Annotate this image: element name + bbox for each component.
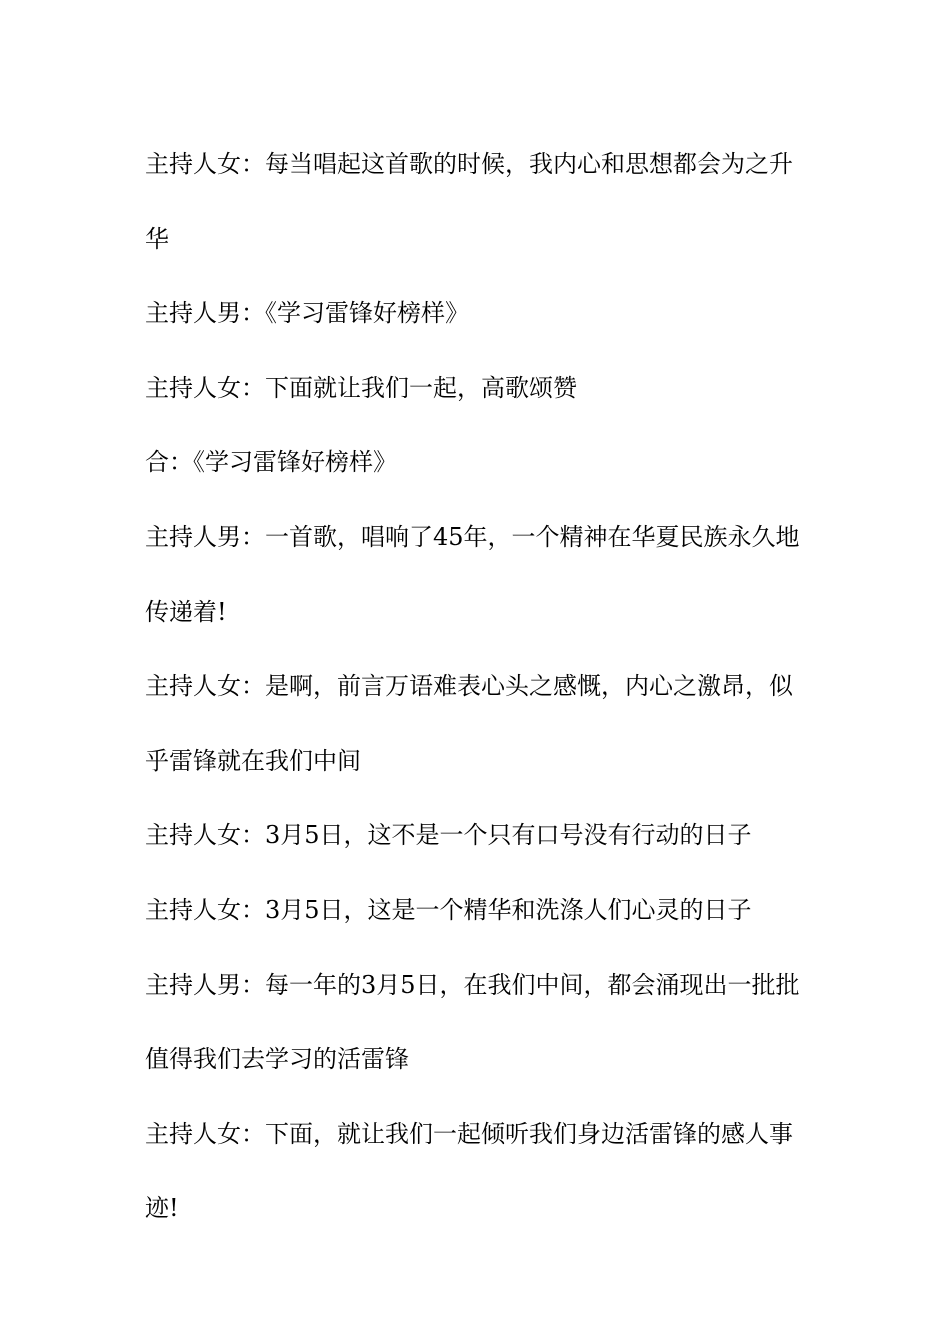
dialogue-paragraph: 主持人男：《学习雷锋好榜样》: [145, 299, 469, 328]
dialogue-paragraph: 主持人女：3月5日，这不是一个只有口号没有行动的日子: [145, 821, 752, 850]
dialogue-paragraph: 主持人女：是啊，前言万语难表心头之感慨，内心之激昂，似乎雷锋就在我们中间: [145, 672, 793, 775]
document-body: [145, 127, 815, 1246]
dialogue-paragraph: 合：《学习雷锋好榜样》: [145, 448, 397, 477]
dialogue-paragraph: 主持人女：下面，就让我们一起倾听我们身边活雷锋的感人事迹!: [145, 1119, 793, 1223]
dialogue-paragraph: 主持人男：每一年的3月5日，在我们中间，都会涌现出一批批值得我们去学习的活雷锋: [145, 970, 800, 1074]
dialogue-paragraph: 主持人男：一首歌，唱响了45年，一个精神在华夏民族永久地传递着!: [145, 522, 800, 626]
dialogue-paragraph: 主持人女：下面就让我们一起，高歌颂赞: [145, 373, 577, 402]
dialogue-paragraph: 主持人女：每当唱起这首歌的时候，我内心和思想都会为之升华: [145, 150, 793, 253]
dialogue-paragraph: 主持人女：3月5日，这是一个精华和洗涤人们心灵的日子: [145, 895, 752, 924]
